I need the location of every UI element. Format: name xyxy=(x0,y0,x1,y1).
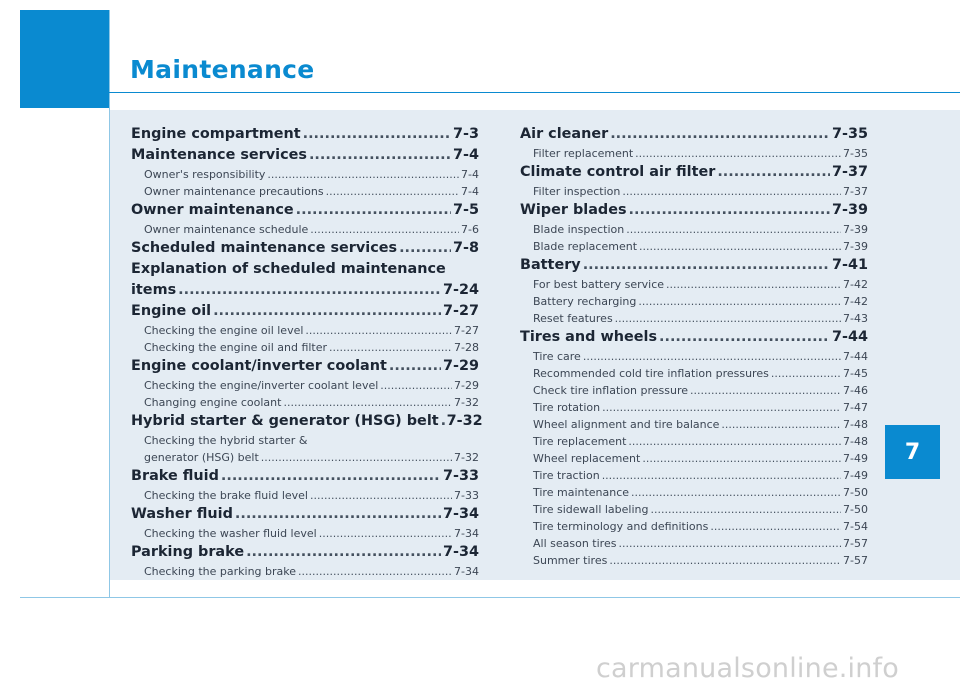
toc-subentry-title: Owner maintenance precautions xyxy=(144,185,324,198)
toc-subentry-page: 7-39 xyxy=(843,223,868,236)
toc-subentry-title: Blade replacement xyxy=(533,240,638,253)
toc-subentry-page: 7-6 xyxy=(461,223,479,236)
toc-subentry-page: 7-48 xyxy=(843,418,868,431)
toc-subentry-tire-sidewall-labeling[interactable] xyxy=(520,501,868,518)
toc-entry-parking-brake[interactable] xyxy=(131,542,479,563)
toc-entry-page: 7-8 xyxy=(453,240,479,256)
toc-subentry-page: 7-37 xyxy=(843,185,868,198)
toc-subentry-page: 7-50 xyxy=(843,503,868,516)
toc-subentry-title: Tire rotation xyxy=(533,401,601,414)
toc-entry-washer-fluid[interactable] xyxy=(131,504,479,525)
leader-dots xyxy=(267,166,459,183)
toc-subentry-page: 7-28 xyxy=(454,341,479,354)
toc-entry-page: 7-4 xyxy=(453,147,479,163)
toc-subentry-tire-maintenance[interactable] xyxy=(520,484,868,501)
toc-entry-scheduled-maintenance-services[interactable] xyxy=(131,238,479,259)
toc-subentry-checking-engine-oil-filter[interactable] xyxy=(131,339,479,356)
toc-subentry-title: For best battery service xyxy=(533,278,665,291)
toc-entry-climate-control-air-filter[interactable] xyxy=(520,162,868,183)
leader-dots xyxy=(310,487,452,504)
toc-entry-page: 7-24 xyxy=(442,282,479,298)
watermark: carmanualsonline.info xyxy=(596,653,899,684)
toc-subentry-owners-responsibility[interactable] xyxy=(131,166,479,183)
leader-dots xyxy=(631,484,841,501)
toc-entry-page: 7-5 xyxy=(453,202,479,218)
leader-dots xyxy=(690,382,841,399)
toc-subentry-title: Filter inspection xyxy=(533,185,621,198)
leader-dots xyxy=(615,310,841,327)
leader-dots xyxy=(213,301,441,322)
toc-subentry-page: 7-57 xyxy=(843,537,868,550)
leader-dots xyxy=(717,162,830,183)
toc-subentry-page: 7-43 xyxy=(843,312,868,325)
toc-subentry-tire-traction[interactable] xyxy=(520,467,868,484)
toc-left-column xyxy=(131,124,483,580)
toc-subentry-title: Checking the brake fluid level xyxy=(144,489,308,502)
leader-dots xyxy=(399,238,451,259)
toc-subentry-page: 7-46 xyxy=(843,384,868,397)
leader-dots xyxy=(659,327,830,348)
toc-subentry-title: Checking the washer fluid level xyxy=(144,527,317,540)
leader-dots xyxy=(710,518,841,535)
leader-dots xyxy=(602,399,841,416)
leader-dots xyxy=(221,466,441,487)
toc-entry-page: 7-33 xyxy=(442,468,479,484)
toc-subentry-title: Tire replacement xyxy=(533,435,627,448)
toc-subentry-check-tire-pressure[interactable] xyxy=(520,382,868,399)
toc-entry-title: Parking brake xyxy=(131,544,245,560)
toc-entry-maintenance-services[interactable] xyxy=(131,145,479,166)
leader-dots xyxy=(666,276,841,293)
toc-entry-engine-compartment[interactable] xyxy=(131,124,479,145)
toc-entry-title: Wiper blades xyxy=(520,202,627,218)
toc-entry-page: 7-37 xyxy=(831,164,868,180)
toc-subentry-page: 7-34 xyxy=(454,527,479,540)
leader-dots xyxy=(583,348,841,365)
toc-subentry-title: Wheel alignment and tire balance xyxy=(533,418,720,431)
toc-subentry-title: Battery recharging xyxy=(533,295,637,308)
toc-subentry-page: 7-54 xyxy=(843,520,868,533)
toc-subentry-filter-inspection[interactable] xyxy=(520,183,868,200)
toc-entry-owner-maintenance[interactable] xyxy=(131,200,479,221)
toc-subentry-blade-replacement[interactable] xyxy=(520,238,868,255)
leader-dots xyxy=(326,183,459,200)
footer-rule xyxy=(20,597,960,598)
leader-dots xyxy=(246,542,441,563)
chapter-header-block xyxy=(20,10,109,108)
toc-subentry-checking-hsg-belt-line1[interactable]: Checking the hybrid starter & xyxy=(144,434,308,447)
toc-subentry-page: 7-42 xyxy=(843,278,868,291)
toc-subentry-title: Tire maintenance xyxy=(533,486,630,499)
toc-right-column xyxy=(520,124,868,569)
toc-subentry-page: 7-33 xyxy=(454,489,479,502)
toc-subentry-checking-hsg-belt[interactable] xyxy=(131,449,479,466)
toc-entry-title: Climate control air filter xyxy=(520,164,716,180)
toc-subentry-best-battery-service[interactable] xyxy=(520,276,868,293)
toc-entry-battery[interactable] xyxy=(520,255,868,276)
leader-dots xyxy=(305,322,452,339)
leader-dots xyxy=(319,525,452,542)
leader-dots xyxy=(639,238,841,255)
leader-dots xyxy=(721,416,841,433)
chapter-tab-label: 7 xyxy=(904,439,921,465)
toc-subentry-title: Blade inspection xyxy=(533,223,625,236)
toc-subentry-title: Check tire inflation pressure xyxy=(533,384,689,397)
leader-dots xyxy=(635,145,841,162)
leader-dots xyxy=(650,501,841,518)
toc-entry-title: Engine compartment xyxy=(131,126,301,142)
leader-dots xyxy=(642,450,841,467)
toc-subentry-page: 7-27 xyxy=(454,324,479,337)
toc-entry-tires-and-wheels[interactable] xyxy=(520,327,868,348)
toc-subentry-page: 7-42 xyxy=(843,295,868,308)
toc-entry-page: 7-34 xyxy=(442,544,479,560)
toc-entry-title: Scheduled maintenance services xyxy=(131,240,398,256)
toc-subentry-all-season-tires[interactable] xyxy=(520,535,868,552)
toc-subentry-tire-rotation[interactable] xyxy=(520,399,868,416)
toc-subentry-summer-tires[interactable] xyxy=(520,552,868,569)
toc-subentry-checking-coolant-level[interactable] xyxy=(131,377,479,394)
leader-dots xyxy=(583,255,830,276)
toc-entry-title: Battery xyxy=(520,257,581,273)
toc-subentry-page: 7-47 xyxy=(843,401,868,414)
toc-entry-engine-oil[interactable] xyxy=(131,301,479,322)
toc-subentry-reset-features[interactable] xyxy=(520,310,868,327)
toc-subentry-tire-terminology[interactable] xyxy=(520,518,868,535)
toc-subentry-page: 7-57 xyxy=(843,554,868,567)
toc-subentry-title: Checking the parking brake xyxy=(144,565,297,578)
toc-subentry-title: Tire sidewall labeling xyxy=(533,503,649,516)
toc-subentry-cold-tire-pressures[interactable] xyxy=(520,365,868,382)
toc-subentry-title: Tire care xyxy=(533,350,581,363)
leader-dots xyxy=(235,504,441,525)
leader-dots xyxy=(602,467,841,484)
leader-dots xyxy=(380,377,452,394)
toc-entry-engine-coolant[interactable] xyxy=(131,356,479,377)
toc-subentry-title: Tire traction xyxy=(533,469,600,482)
leader-dots xyxy=(638,293,841,310)
leader-dots xyxy=(303,124,451,145)
toc-entry-page: 7-27 xyxy=(442,303,479,319)
toc-subentry-page: 7-45 xyxy=(843,367,868,380)
toc-subentry-owner-maintenance-schedule[interactable] xyxy=(131,221,479,238)
toc-entry-title: items xyxy=(131,282,177,298)
leader-dots xyxy=(626,221,841,238)
toc-subentry-page: 7-39 xyxy=(843,240,868,253)
toc-entry-page: 7-32 xyxy=(446,413,483,429)
toc-subentry-title: Reset features xyxy=(533,312,613,325)
toc-subentry-title: Checking the engine oil level xyxy=(144,324,304,337)
toc-subentry-wheel-replacement[interactable] xyxy=(520,450,868,467)
toc-subentry-page: 7-29 xyxy=(454,379,479,392)
toc-subentry-page: 7-32 xyxy=(454,451,479,464)
toc-entry-title: Maintenance services xyxy=(131,147,307,163)
toc-entry-wiper-blades[interactable] xyxy=(520,200,868,221)
toc-entry-page: 7-3 xyxy=(453,126,479,142)
toc-subentry-page: 7-49 xyxy=(843,452,868,465)
title-underline xyxy=(109,92,960,93)
toc-entry-title: Air cleaner xyxy=(520,126,609,142)
toc-entry-title: Owner maintenance xyxy=(131,202,294,218)
toc-subentry-page: 7-48 xyxy=(843,435,868,448)
leader-dots xyxy=(261,449,452,466)
leader-dots xyxy=(389,356,441,377)
leader-dots xyxy=(629,200,830,221)
toc-entry-brake-fluid[interactable] xyxy=(131,466,479,487)
toc-subentry-filter-replacement[interactable] xyxy=(520,145,868,162)
toc-subentry-page: 7-4 xyxy=(461,185,479,198)
leader-dots xyxy=(610,124,830,145)
toc-subentry-tire-replacement[interactable] xyxy=(520,433,868,450)
leader-dots xyxy=(628,433,841,450)
toc-subentry-page: 7-50 xyxy=(843,486,868,499)
toc-subentry-title: Filter replacement xyxy=(533,147,634,160)
toc-entry-air-cleaner[interactable] xyxy=(520,124,868,145)
page-title: Maintenance xyxy=(130,55,315,84)
toc-subentry-page: 7-35 xyxy=(843,147,868,160)
leader-dots xyxy=(309,145,451,166)
leader-dots xyxy=(329,339,452,356)
toc-subentry-title: All season tires xyxy=(533,537,617,550)
toc-entry-title: Tires and wheels xyxy=(520,329,658,345)
toc-subentry-title: Changing engine coolant xyxy=(144,396,282,409)
toc-subentry-title: Checking the engine oil and filter xyxy=(144,341,328,354)
leader-dots xyxy=(441,411,445,432)
toc-entry-page: 7-34 xyxy=(442,506,479,522)
toc-entry-hsg-belt[interactable] xyxy=(131,411,483,432)
toc-subentry-changing-engine-coolant[interactable] xyxy=(131,394,479,411)
toc-subentry-title: Recommended cold tire inflation pressures xyxy=(533,367,769,380)
toc-entry-title: Washer fluid xyxy=(131,506,233,522)
leader-dots xyxy=(283,394,452,411)
toc-entry-page: 7-41 xyxy=(831,257,868,273)
toc-subentry-title: Summer tires xyxy=(533,554,608,567)
toc-subentry-page: 7-49 xyxy=(843,469,868,482)
toc-entry-title: Brake fluid xyxy=(131,468,219,484)
toc-subentry-owner-maintenance-precautions[interactable] xyxy=(131,183,479,200)
leader-dots xyxy=(310,221,459,238)
toc-subentry-wheel-alignment[interactable] xyxy=(520,416,868,433)
toc-subentry-page: 7-4 xyxy=(461,168,479,181)
leader-dots xyxy=(178,280,441,301)
toc-subentry-checking-washer-fluid[interactable] xyxy=(131,525,479,542)
toc-entry-page: 7-29 xyxy=(442,358,479,374)
toc-subentry-page: 7-32 xyxy=(454,396,479,409)
toc-subentry-title: Tire terminology and definitions xyxy=(533,520,709,533)
toc-entry-title: Engine oil xyxy=(131,303,212,319)
toc-entry-title: Hybrid starter & generator (HSG) belt xyxy=(131,413,439,429)
toc-subentry-tire-care[interactable] xyxy=(520,348,868,365)
chapter-tab[interactable] xyxy=(885,425,940,479)
leader-dots xyxy=(618,535,841,552)
toc-subentry-checking-engine-oil-level[interactable] xyxy=(131,322,479,339)
toc-entry-page: 7-39 xyxy=(831,202,868,218)
leader-dots xyxy=(296,200,451,221)
toc-entry-page: 7-35 xyxy=(831,126,868,142)
toc-subentry-title: Checking the engine/inverter coolant level xyxy=(144,379,379,392)
leader-dots xyxy=(609,552,841,569)
toc-subentry-title: generator (HSG) belt xyxy=(144,451,259,464)
toc-subentry-page: 7-34 xyxy=(454,565,479,578)
toc-entry-explanation-line1[interactable]: Explanation of scheduled maintenance xyxy=(131,261,446,277)
toc-subentry-blade-inspection[interactable] xyxy=(520,221,868,238)
toc-subentry-battery-recharging[interactable] xyxy=(520,293,868,310)
leader-dots xyxy=(771,365,841,382)
leader-dots xyxy=(298,563,452,580)
toc-entry-explanation-items[interactable] xyxy=(131,280,479,301)
toc-entry-page: 7-44 xyxy=(831,329,868,345)
toc-subentry-checking-parking-brake[interactable] xyxy=(131,563,479,580)
toc-subentry-title: Owner's responsibility xyxy=(144,168,266,181)
leader-dots xyxy=(622,183,841,200)
toc-subentry-title: Owner maintenance schedule xyxy=(144,223,309,236)
toc-subentry-checking-brake-fluid[interactable] xyxy=(131,487,479,504)
toc-subentry-title: Wheel replacement xyxy=(533,452,641,465)
toc-entry-title: Engine coolant/inverter coolant xyxy=(131,358,387,374)
toc-subentry-page: 7-44 xyxy=(843,350,868,363)
